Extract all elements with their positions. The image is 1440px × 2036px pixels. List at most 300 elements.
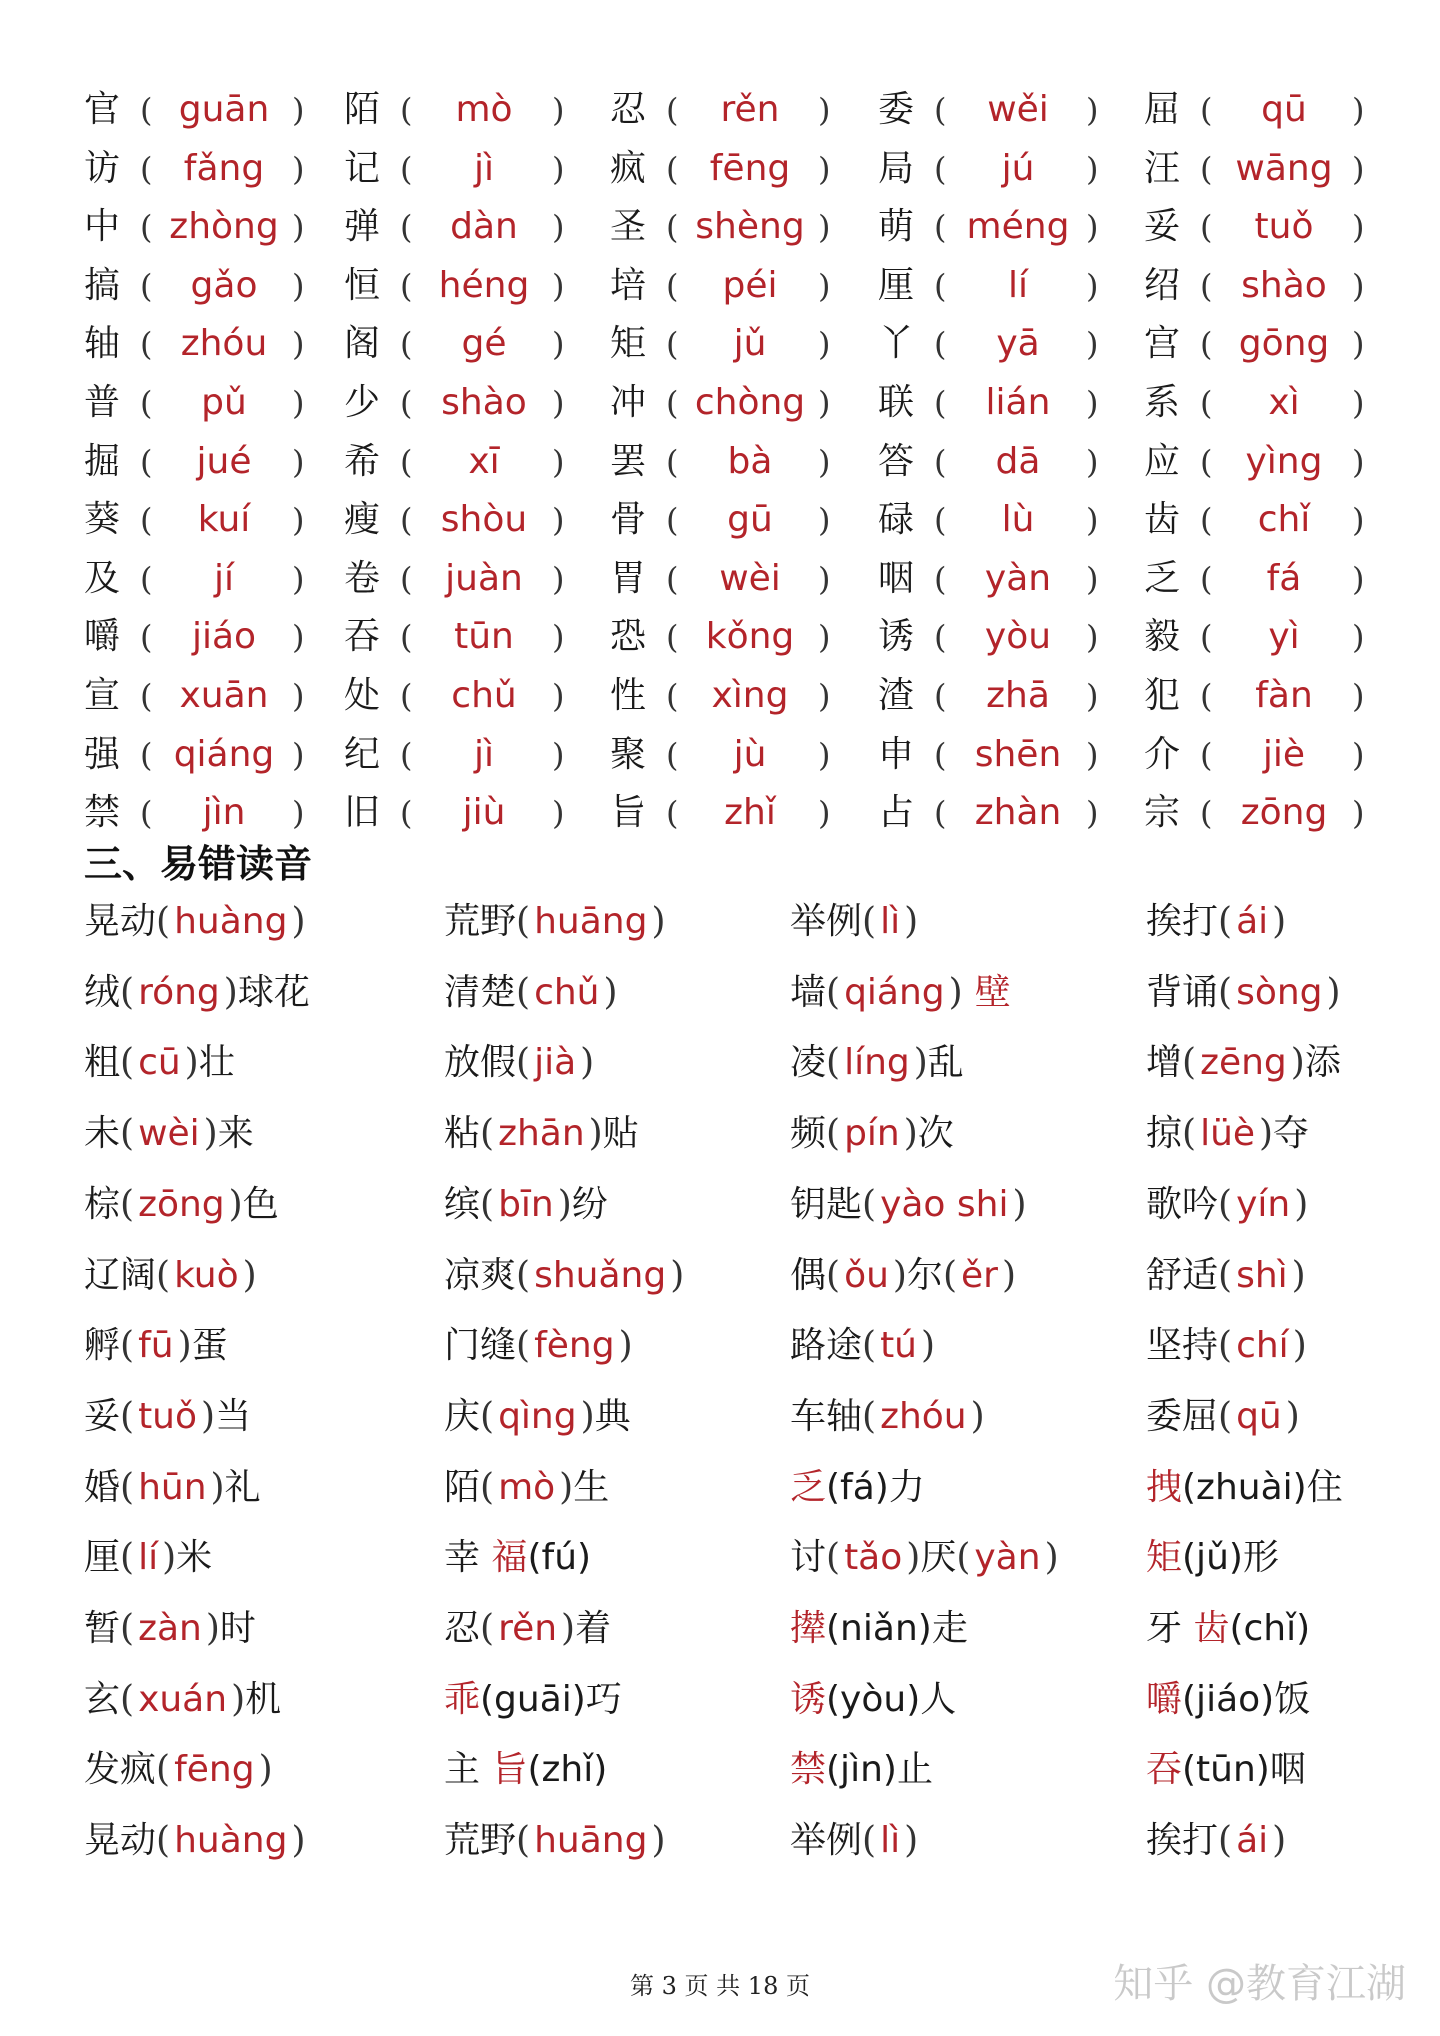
pinyin-text: jiù bbox=[462, 792, 506, 834]
easy-item bbox=[1146, 1035, 1341, 1095]
close-paren: ) bbox=[203, 1113, 218, 1155]
highlight-char: 福 bbox=[491, 1537, 528, 1579]
hanzi-char: 疯 bbox=[610, 147, 647, 189]
hanzi-char: 少 bbox=[344, 382, 381, 423]
close-paren: ) bbox=[552, 735, 565, 774]
pinyin-text: xuán bbox=[138, 1678, 228, 1720]
easy-item bbox=[444, 1035, 594, 1095]
word-text: 止 bbox=[896, 1749, 933, 1791]
hanzi-char: 齿 bbox=[1144, 499, 1181, 541]
easy-item bbox=[1146, 1460, 1343, 1520]
word-text: 忍 bbox=[444, 1608, 481, 1649]
hanzi-char: 宫 bbox=[1144, 323, 1181, 365]
easy-item bbox=[790, 1035, 964, 1095]
pinyin-text: tǎo bbox=[844, 1537, 903, 1579]
close-paren: ) bbox=[818, 384, 831, 422]
pinyin-text: zhā bbox=[986, 675, 1050, 716]
hanzi-char: 聚 bbox=[610, 733, 647, 775]
close-paren: ) bbox=[292, 266, 305, 305]
hanzi-char: 记 bbox=[344, 147, 381, 189]
open-paren: ( bbox=[400, 735, 413, 774]
pinyin-text: zhǐ bbox=[724, 792, 776, 834]
easy-item bbox=[84, 1106, 254, 1166]
hanzi-char: 系 bbox=[1144, 382, 1181, 423]
open-paren: ( bbox=[1200, 559, 1213, 598]
pinyin-text: yàn bbox=[974, 1537, 1041, 1579]
word-text: 孵 bbox=[84, 1325, 121, 1367]
hanzi-char: 诱 bbox=[878, 616, 915, 658]
open-paren: ( bbox=[140, 149, 153, 188]
close-paren: ) bbox=[1086, 91, 1099, 129]
pinyin-text: fàn bbox=[1255, 675, 1313, 716]
open-paren: ( bbox=[826, 971, 841, 1013]
hanzi-char: 禁 bbox=[84, 792, 121, 834]
pinyin-text: shēn bbox=[974, 733, 1062, 775]
open-paren: ( bbox=[666, 91, 679, 129]
pinyin-plain: (tūn) bbox=[1182, 1749, 1270, 1791]
pinyin-text: guān bbox=[178, 89, 270, 130]
pinyin-text: chí bbox=[1236, 1325, 1289, 1367]
hanzi-char: 掘 bbox=[84, 440, 121, 482]
close-paren: ) bbox=[177, 1325, 192, 1367]
pinyin-text: wèi bbox=[138, 1113, 200, 1155]
word-text: 乱 bbox=[927, 1042, 964, 1084]
open-paren: ( bbox=[400, 794, 413, 833]
easy-item bbox=[1146, 1177, 1308, 1237]
word-text: 巧 bbox=[585, 1678, 622, 1720]
highlight-char: 撵 bbox=[790, 1608, 827, 1649]
close-paren: ) bbox=[1352, 794, 1365, 833]
word-text: 住 bbox=[1306, 1466, 1343, 1508]
close-paren: ) bbox=[818, 442, 831, 481]
close-paren: ) bbox=[292, 677, 305, 715]
word-text: 举例 bbox=[790, 1820, 863, 1862]
word-text: 咽 bbox=[1269, 1749, 1306, 1791]
pinyin-text: jiáo bbox=[191, 616, 257, 658]
grid-row bbox=[0, 143, 1440, 201]
pinyin-text: huāng bbox=[534, 1820, 648, 1862]
word-text: 委屈 bbox=[1146, 1395, 1219, 1437]
highlight-char: 嚼 bbox=[1146, 1678, 1183, 1720]
close-paren: ) bbox=[948, 971, 963, 1013]
close-paren: ) bbox=[1086, 325, 1099, 364]
hanzi-char: 旧 bbox=[344, 792, 381, 834]
hanzi-char: 宣 bbox=[84, 675, 121, 716]
word-text: 牙 bbox=[1146, 1608, 1194, 1649]
close-paren: ) bbox=[1352, 677, 1365, 715]
pinyin-text: pǔ bbox=[201, 382, 247, 423]
open-paren: ( bbox=[140, 325, 153, 364]
open-paren: ( bbox=[666, 325, 679, 364]
hanzi-char: 答 bbox=[878, 440, 915, 482]
word-text: 球花 bbox=[237, 971, 310, 1013]
word-text: 缤 bbox=[444, 1183, 481, 1225]
close-paren: ) bbox=[1352, 618, 1365, 657]
open-paren: ( bbox=[862, 1395, 877, 1437]
hanzi-char: 应 bbox=[1144, 440, 1181, 482]
close-paren: ) bbox=[921, 1325, 936, 1367]
hanzi-char: 圣 bbox=[610, 206, 647, 248]
close-paren: ) bbox=[552, 149, 565, 188]
open-paren: ( bbox=[140, 266, 153, 305]
open-paren: ( bbox=[400, 208, 413, 247]
hanzi-char: 强 bbox=[84, 733, 121, 775]
pinyin-text: hūn bbox=[138, 1466, 207, 1508]
easy-item bbox=[790, 1530, 1059, 1590]
open-paren: ( bbox=[400, 442, 413, 481]
grid-row bbox=[0, 611, 1440, 669]
close-paren: ) bbox=[818, 208, 831, 247]
easy-item bbox=[1146, 1813, 1286, 1873]
close-paren: ) bbox=[1086, 735, 1099, 774]
grid-row bbox=[0, 377, 1440, 435]
pinyin-text: róng bbox=[138, 971, 220, 1013]
easy-item bbox=[84, 1318, 228, 1378]
pinyin-text: xì bbox=[1268, 382, 1300, 423]
hanzi-char: 咽 bbox=[878, 557, 915, 599]
easy-item bbox=[84, 1460, 261, 1520]
pinyin-text: gǎo bbox=[190, 264, 258, 306]
word-text: 荒野 bbox=[444, 1820, 517, 1862]
hanzi-char: 旨 bbox=[610, 792, 647, 834]
close-paren: ) bbox=[818, 677, 831, 715]
close-paren: ) bbox=[291, 1820, 306, 1862]
highlight-char: 齿 bbox=[1193, 1608, 1230, 1649]
close-paren: ) bbox=[291, 901, 306, 942]
easy-item bbox=[1146, 1248, 1306, 1308]
close-paren: ) bbox=[1086, 266, 1099, 305]
pinyin-text: juàn bbox=[445, 557, 523, 599]
close-paren: ) bbox=[1259, 1113, 1274, 1155]
close-paren: ) bbox=[561, 1608, 576, 1649]
word-text: 主 bbox=[444, 1749, 492, 1791]
close-paren: ) bbox=[1291, 1254, 1306, 1296]
open-paren: ( bbox=[934, 677, 947, 715]
open-paren: ( bbox=[156, 1820, 171, 1862]
pinyin-text: chǔ bbox=[534, 971, 600, 1013]
open-paren: ( bbox=[1218, 1820, 1233, 1862]
pinyin-text: jì bbox=[473, 147, 494, 189]
open-paren: ( bbox=[516, 1820, 531, 1862]
easy-item bbox=[84, 965, 310, 1025]
word-text: 辽阔 bbox=[84, 1254, 157, 1296]
open-paren: ( bbox=[400, 559, 413, 598]
pinyin-text: héng bbox=[438, 264, 530, 306]
close-paren: ) bbox=[913, 1042, 928, 1084]
grid-row bbox=[0, 494, 1440, 552]
easy-item bbox=[444, 1530, 591, 1590]
word-text: 凉爽 bbox=[444, 1254, 517, 1296]
pinyin-text: jué bbox=[196, 440, 252, 482]
pinyin-text: jiè bbox=[1262, 733, 1306, 775]
close-paren: ) bbox=[1352, 149, 1365, 188]
word-text: 放假 bbox=[444, 1042, 517, 1084]
open-paren: ( bbox=[120, 1325, 135, 1367]
close-paren: ) bbox=[580, 1042, 595, 1084]
pinyin-text: qìng bbox=[498, 1395, 577, 1437]
hanzi-char: 吞 bbox=[344, 616, 381, 658]
word-text: 举例 bbox=[790, 901, 863, 942]
pinyin-text: fū bbox=[138, 1325, 174, 1367]
easy-item bbox=[84, 894, 305, 954]
grid-row bbox=[0, 201, 1440, 259]
close-paren: ) bbox=[552, 208, 565, 247]
word-text: 走 bbox=[931, 1608, 968, 1649]
open-paren: ( bbox=[956, 1537, 971, 1579]
hanzi-char: 恐 bbox=[610, 616, 647, 658]
hanzi-char: 矩 bbox=[610, 323, 647, 365]
open-paren: ( bbox=[666, 559, 679, 598]
pinyin-text: fèng bbox=[534, 1325, 615, 1367]
close-paren: ) bbox=[552, 618, 565, 657]
open-paren: ( bbox=[120, 1678, 135, 1720]
easy-item bbox=[444, 1318, 633, 1378]
open-paren: ( bbox=[1200, 91, 1213, 129]
pinyin-text: tuǒ bbox=[138, 1395, 198, 1437]
word-text: 壮 bbox=[198, 1042, 235, 1084]
open-paren: ( bbox=[934, 208, 947, 247]
easy-item bbox=[84, 1530, 212, 1590]
open-paren: ( bbox=[862, 1183, 877, 1225]
pinyin-text: jǔ bbox=[733, 323, 767, 365]
easy-item bbox=[84, 1672, 281, 1732]
open-paren: ( bbox=[666, 149, 679, 188]
word-text: 礼 bbox=[224, 1466, 261, 1508]
word-text: 挨打 bbox=[1146, 1820, 1219, 1862]
word-text: 力 bbox=[888, 1466, 925, 1508]
hanzi-char: 纪 bbox=[344, 733, 381, 775]
open-paren: ( bbox=[400, 618, 413, 657]
easy-item bbox=[444, 894, 665, 954]
grid-row bbox=[0, 84, 1440, 142]
hanzi-char: 占 bbox=[878, 792, 915, 834]
open-paren: ( bbox=[156, 1749, 171, 1791]
open-paren: ( bbox=[400, 91, 413, 129]
open-paren: ( bbox=[1200, 208, 1213, 247]
close-paren: ) bbox=[292, 91, 305, 129]
pinyin-text: yā bbox=[996, 323, 1040, 365]
open-paren: ( bbox=[942, 1254, 958, 1296]
open-paren: ( bbox=[934, 325, 947, 364]
easy-item bbox=[444, 1813, 665, 1873]
close-paren: ) bbox=[201, 1395, 216, 1437]
easy-item bbox=[790, 1248, 1016, 1308]
close-paren: ) bbox=[552, 442, 565, 481]
close-paren: ) bbox=[1086, 501, 1099, 540]
word-text: 饭 bbox=[1274, 1678, 1311, 1720]
pinyin-text: tūn bbox=[454, 616, 514, 658]
close-paren: ) bbox=[904, 901, 919, 942]
easy-item bbox=[84, 1389, 251, 1449]
easy-item bbox=[790, 1672, 956, 1732]
highlight-char: 壁 bbox=[974, 971, 1011, 1013]
pinyin-text: yìng bbox=[1245, 440, 1323, 482]
open-paren: ( bbox=[400, 677, 413, 715]
highlight-char: 旨 bbox=[491, 1749, 528, 1791]
word-text: 频 bbox=[790, 1113, 827, 1155]
pinyin-plain: (yòu) bbox=[826, 1678, 921, 1720]
pinyin-text: qiáng bbox=[173, 733, 275, 775]
open-paren: ( bbox=[666, 384, 679, 422]
word-text: 掠 bbox=[1146, 1113, 1183, 1155]
pinyin-text: bīn bbox=[498, 1183, 554, 1225]
open-paren: ( bbox=[400, 149, 413, 188]
pinyin-text: fēng bbox=[709, 147, 791, 189]
word-text: 生 bbox=[573, 1466, 610, 1508]
pinyin-text: zàn bbox=[138, 1608, 202, 1649]
open-paren: ( bbox=[666, 618, 679, 657]
hanzi-char: 阁 bbox=[344, 323, 381, 365]
pinyin-text: tú bbox=[880, 1325, 917, 1367]
close-paren: ) bbox=[1352, 559, 1365, 598]
open-paren: ( bbox=[826, 1113, 841, 1155]
open-paren: ( bbox=[1182, 1113, 1197, 1155]
open-paren: ( bbox=[140, 91, 153, 129]
close-paren: ) bbox=[1352, 325, 1365, 364]
hanzi-char: 犯 bbox=[1144, 675, 1181, 716]
hanzi-char: 嚼 bbox=[84, 616, 121, 658]
open-paren: ( bbox=[140, 794, 153, 833]
close-paren: ) bbox=[818, 149, 831, 188]
pinyin-text: zhóu bbox=[180, 323, 268, 365]
open-paren: ( bbox=[140, 677, 153, 715]
close-paren: ) bbox=[210, 1466, 225, 1508]
close-paren: ) bbox=[292, 501, 305, 540]
close-paren: ) bbox=[228, 1183, 243, 1225]
pinyin-text: tuǒ bbox=[1254, 206, 1314, 248]
watermark: 知乎 @教育江湖 bbox=[1113, 1961, 1406, 2007]
close-paren: ) bbox=[1352, 91, 1365, 129]
pinyin-plain: (fú) bbox=[527, 1537, 592, 1579]
pinyin-plain: (niǎn) bbox=[826, 1608, 932, 1649]
open-paren: ( bbox=[666, 501, 679, 540]
pinyin-text: lí bbox=[138, 1537, 159, 1579]
open-paren: ( bbox=[480, 1466, 495, 1508]
open-paren: ( bbox=[140, 501, 153, 540]
pinyin-text: wèi bbox=[719, 557, 781, 599]
pinyin-text: mò bbox=[455, 89, 513, 130]
pinyin-text: huāng bbox=[534, 901, 648, 942]
hanzi-char: 屈 bbox=[1144, 89, 1181, 130]
open-paren: ( bbox=[934, 91, 947, 129]
close-paren: ) bbox=[552, 559, 565, 598]
word-text: 舒适 bbox=[1146, 1254, 1219, 1296]
open-paren: ( bbox=[934, 384, 947, 422]
open-paren: ( bbox=[480, 1183, 495, 1225]
open-paren: ( bbox=[666, 735, 679, 774]
close-paren: ) bbox=[292, 618, 305, 657]
pinyin-text: líng bbox=[844, 1042, 910, 1084]
hanzi-char: 陌 bbox=[344, 89, 381, 130]
hanzi-char: 卷 bbox=[344, 557, 381, 599]
close-paren: ) bbox=[231, 1678, 246, 1720]
easy-item bbox=[790, 1601, 968, 1661]
word-text: 来 bbox=[217, 1113, 254, 1155]
easy-item bbox=[444, 1177, 608, 1237]
close-paren: ) bbox=[1352, 735, 1365, 774]
easy-item bbox=[1146, 1672, 1310, 1732]
close-paren: ) bbox=[1001, 1254, 1017, 1296]
close-paren: ) bbox=[292, 149, 305, 188]
open-paren: ( bbox=[516, 1325, 531, 1367]
easy-item bbox=[790, 1318, 935, 1378]
close-paren: ) bbox=[651, 1820, 666, 1862]
pinyin-text: gū bbox=[727, 499, 773, 541]
word-text: 蛋 bbox=[191, 1325, 228, 1367]
open-paren: ( bbox=[120, 1537, 135, 1579]
word-text: 车轴 bbox=[790, 1395, 863, 1437]
open-paren: ( bbox=[1200, 677, 1213, 715]
easy-item bbox=[1146, 1106, 1309, 1166]
hanzi-char: 介 bbox=[1144, 733, 1181, 775]
open-paren: ( bbox=[934, 618, 947, 657]
word-text: 人 bbox=[920, 1678, 957, 1720]
pinyin-text: jù bbox=[733, 733, 767, 775]
open-paren: ( bbox=[934, 442, 947, 481]
open-paren: ( bbox=[516, 971, 531, 1013]
open-paren: ( bbox=[1182, 1042, 1197, 1084]
pinyin-text: lüè bbox=[1200, 1113, 1256, 1155]
hanzi-char: 渣 bbox=[878, 675, 915, 716]
pinyin-text: wěi bbox=[987, 89, 1049, 130]
word-text: 贴 bbox=[602, 1113, 639, 1155]
easy-item bbox=[790, 1177, 1027, 1237]
hanzi-char: 申 bbox=[878, 733, 915, 775]
pinyin-text: sòng bbox=[1236, 971, 1323, 1013]
pinyin-text: fēng bbox=[174, 1749, 255, 1791]
open-paren: ( bbox=[826, 1537, 841, 1579]
word-text: 机 bbox=[245, 1678, 282, 1720]
pinyin-text: jìn bbox=[202, 792, 246, 834]
pinyin-text: péi bbox=[722, 264, 778, 306]
pinyin-text: yì bbox=[1268, 616, 1300, 658]
close-paren: ) bbox=[588, 1113, 603, 1155]
easy-item bbox=[1146, 1318, 1307, 1378]
open-paren: ( bbox=[1218, 1395, 1233, 1437]
close-paren: ) bbox=[818, 618, 831, 657]
close-paren: ) bbox=[1352, 208, 1365, 247]
close-paren: ) bbox=[292, 559, 305, 598]
pinyin-plain: (guāi) bbox=[480, 1678, 586, 1720]
close-paren: ) bbox=[1352, 442, 1365, 481]
close-paren: ) bbox=[580, 1395, 595, 1437]
pinyin-text: dàn bbox=[450, 206, 518, 248]
word-text: 厘 bbox=[84, 1537, 121, 1579]
close-paren: ) bbox=[292, 208, 305, 247]
close-paren: ) bbox=[552, 91, 565, 129]
open-paren: ( bbox=[1218, 901, 1233, 942]
open-paren: ( bbox=[516, 901, 531, 942]
pinyin-text: lì bbox=[880, 901, 901, 942]
pinyin-text: pín bbox=[844, 1113, 900, 1155]
pinyin-text: mò bbox=[498, 1466, 556, 1508]
close-paren: ) bbox=[904, 1820, 919, 1862]
open-paren: ( bbox=[934, 266, 947, 305]
open-paren: ( bbox=[934, 559, 947, 598]
open-paren: ( bbox=[1200, 735, 1213, 774]
open-paren: ( bbox=[934, 794, 947, 833]
grid-row bbox=[0, 436, 1440, 494]
word-text: 钥匙 bbox=[790, 1183, 863, 1225]
easy-item bbox=[790, 1389, 985, 1449]
close-paren: ) bbox=[903, 1113, 918, 1155]
word-text: 门缝 bbox=[444, 1325, 517, 1367]
hanzi-char: 及 bbox=[84, 557, 121, 599]
close-paren: ) bbox=[892, 1254, 907, 1296]
word-text: 清楚 bbox=[444, 971, 517, 1013]
open-paren: ( bbox=[666, 677, 679, 715]
easy-item bbox=[444, 1460, 609, 1520]
